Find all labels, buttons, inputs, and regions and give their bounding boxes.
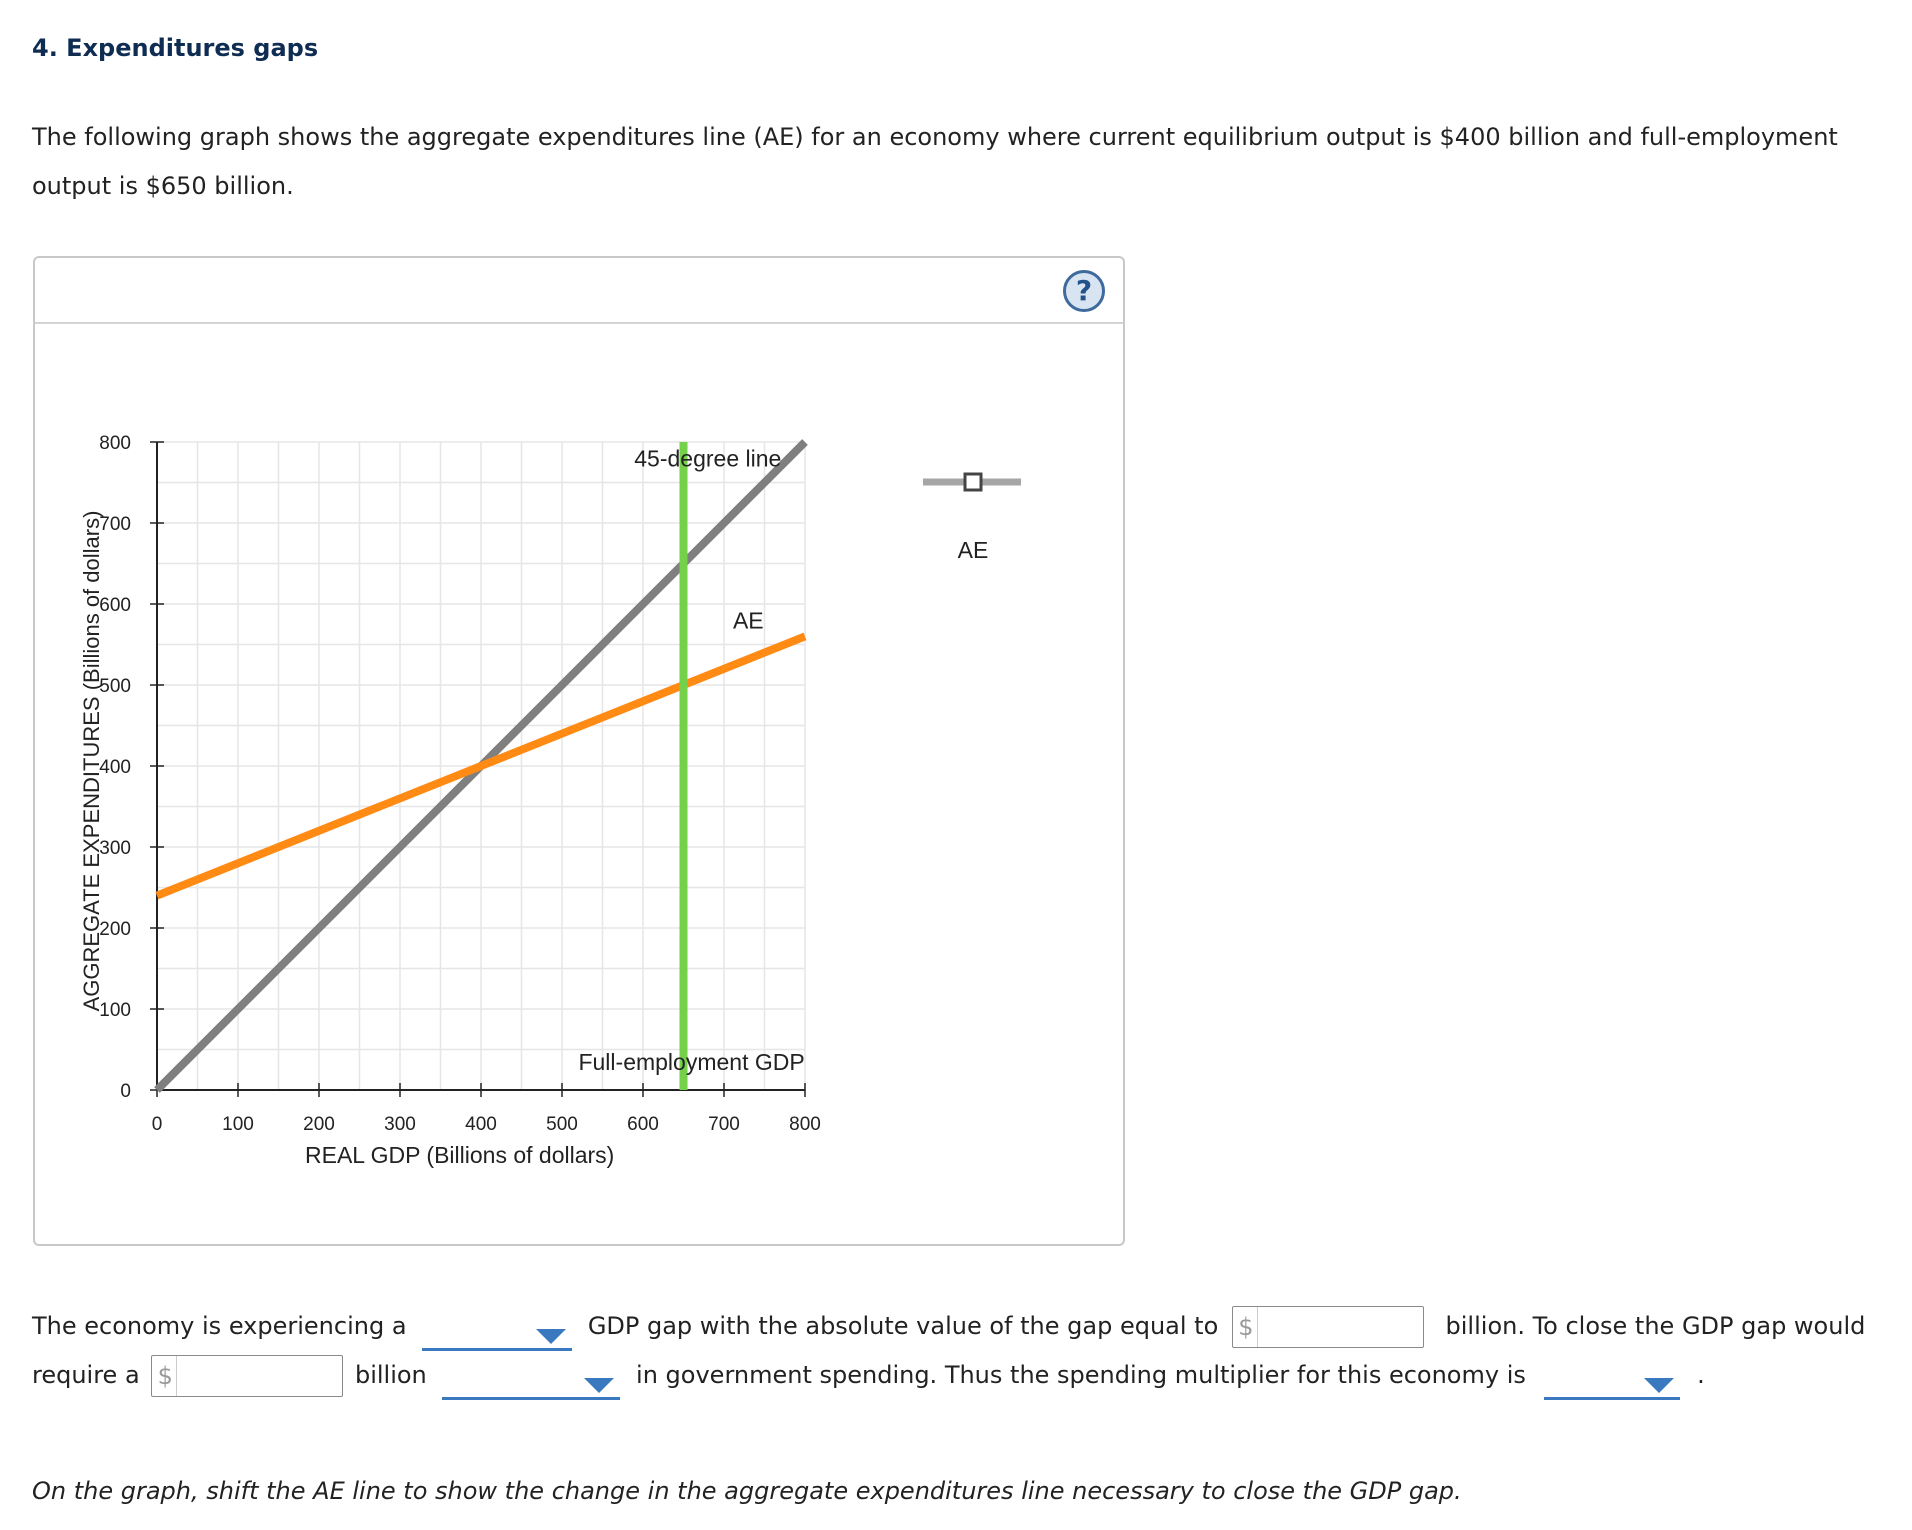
chevron-down-icon: [1644, 1378, 1674, 1393]
annotation-label: 45-degree line: [634, 445, 782, 472]
question-block: [32, 1302, 1892, 1400]
instruction-text: On the graph, shift the AE line to show the change in the aggregate expenditures line necessary to close the GDP gap.: [32, 1477, 1462, 1505]
question-text-5: in government spending. Thus the spending multiplier for this economy is: [636, 1361, 1526, 1389]
question-text-1: The economy is experiencing a: [32, 1312, 407, 1340]
y-tick-label: 800: [99, 433, 131, 454]
spending-direction-dropdown[interactable]: [442, 1366, 620, 1400]
annotation-label: AE: [732, 607, 764, 634]
intro-text: The following graph shows the aggregate expenditures line (AE) for an economy where current equilibrium output is $400 billion and full-employment output is $650 billion.: [32, 123, 1838, 200]
graph-panel: [33, 256, 1125, 1246]
gap-amount-input[interactable]: [1259, 1309, 1421, 1345]
y-tick-label: 100: [99, 1000, 131, 1021]
legend-ae-tool[interactable]: [923, 474, 1021, 563]
gap-amount-field[interactable]: [1232, 1306, 1424, 1348]
question-text-6: .: [1697, 1361, 1705, 1389]
x-tick-label: 500: [546, 1114, 578, 1135]
chevron-down-icon: [584, 1378, 614, 1393]
y-tick-label: 600: [99, 595, 131, 616]
dollar-sign-icon: $: [154, 1356, 177, 1396]
ae-chart[interactable]: [35, 258, 1123, 1244]
x-tick-label: 700: [708, 1114, 740, 1135]
question-title: 4. Expenditures gaps: [32, 34, 319, 62]
dollar-sign-icon: $: [1235, 1307, 1258, 1347]
x-tick-label: 800: [789, 1114, 821, 1135]
x-tick-label: 200: [303, 1114, 335, 1135]
spending-amount-input[interactable]: [178, 1358, 340, 1394]
y-tick-label: 0: [120, 1081, 131, 1102]
y-tick-label: 400: [99, 757, 131, 778]
x-tick-label: 300: [384, 1114, 416, 1135]
x-tick-label: 600: [627, 1114, 659, 1135]
question-text-4: billion: [354, 1361, 427, 1389]
spending-amount-field[interactable]: [151, 1355, 343, 1397]
y-tick-label: 200: [99, 919, 131, 940]
gap-type-dropdown[interactable]: [422, 1317, 572, 1351]
chevron-down-icon: [536, 1329, 566, 1344]
y-axis-label: AGGREGATE EXPENDITURES (Billions of dollars): [79, 510, 104, 1012]
x-tick-label: 100: [222, 1114, 254, 1135]
annotation-label: Full-employment GDP: [578, 1048, 805, 1075]
legend-ae-label: AE: [957, 537, 989, 563]
y-tick-label: 300: [99, 838, 131, 859]
question-text-3: billion. To close the GDP gap would require a: [32, 1312, 1866, 1389]
question-text-2: GDP gap with the absolute value of the gap equal to: [587, 1312, 1219, 1340]
y-tick-label: 700: [99, 514, 131, 535]
y-tick-label: 500: [99, 676, 131, 697]
help-icon: ?: [1075, 274, 1093, 307]
x-tick-label: 400: [465, 1114, 497, 1135]
square-marker-icon: [965, 474, 981, 490]
multiplier-dropdown[interactable]: [1544, 1366, 1680, 1400]
x-tick-label: 0: [151, 1114, 163, 1135]
x-axis-label: REAL GDP (Billions of dollars): [305, 1142, 615, 1168]
